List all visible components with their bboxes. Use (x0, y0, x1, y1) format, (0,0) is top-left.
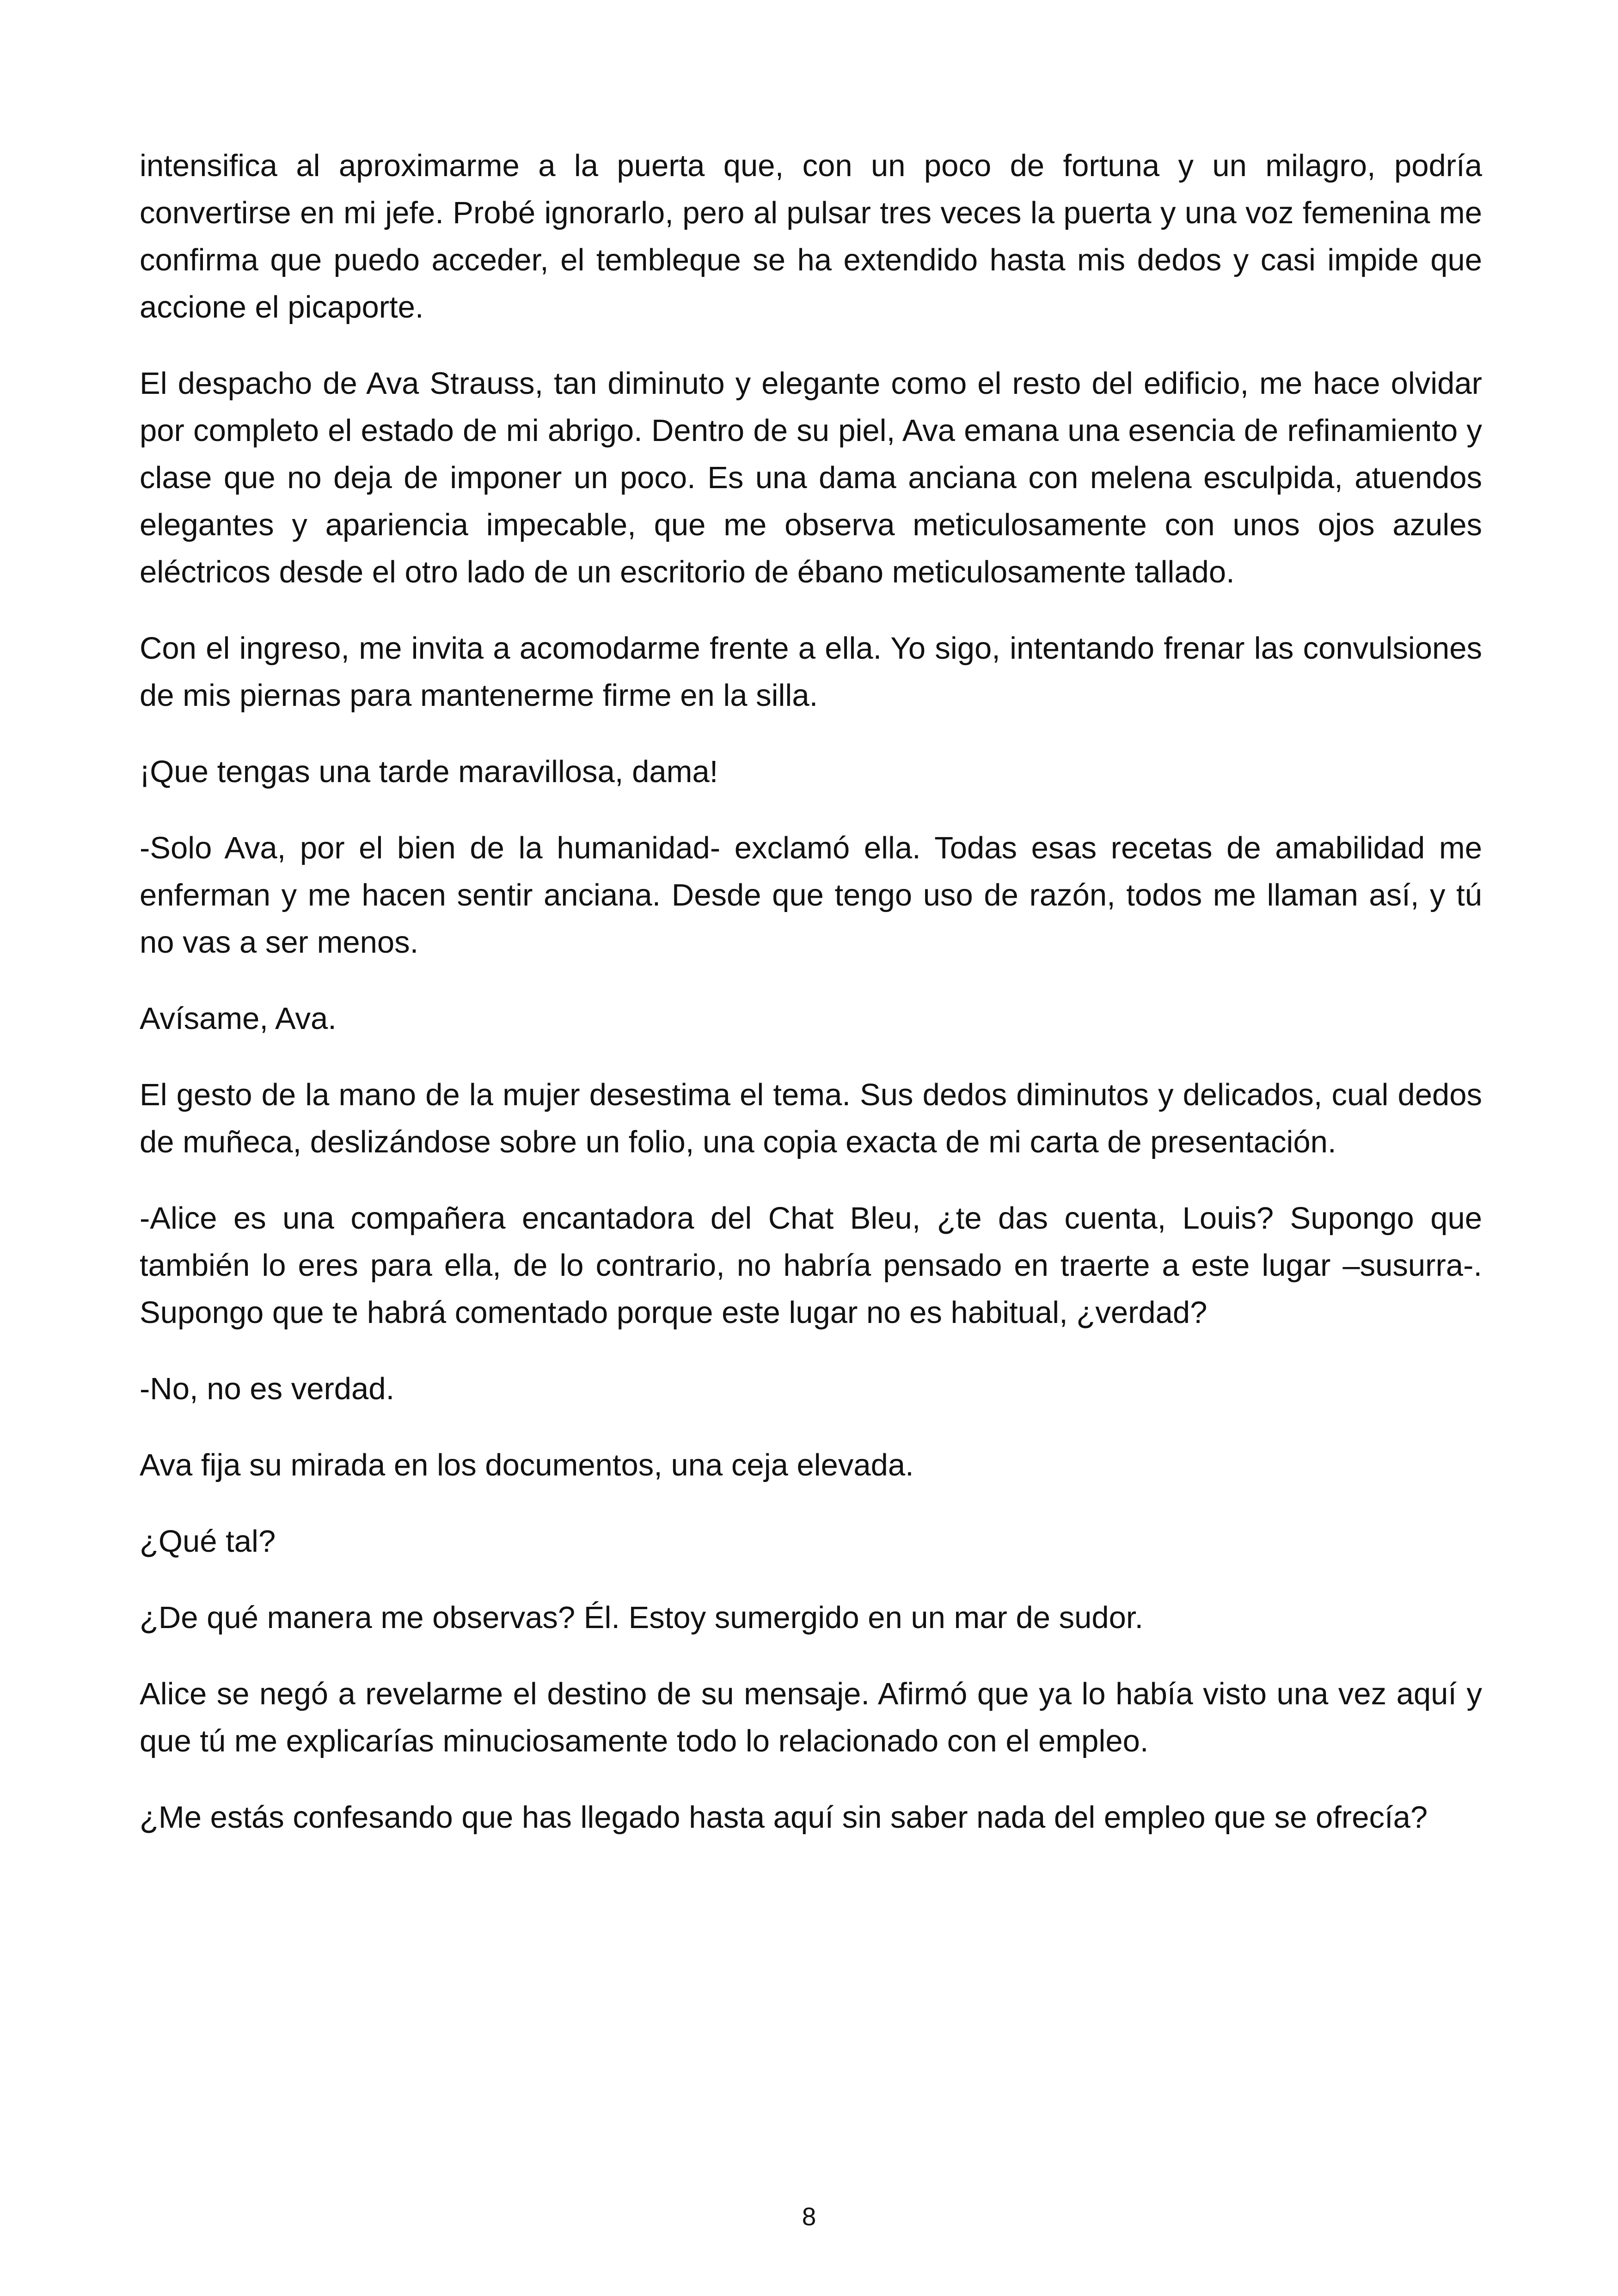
paragraph: -No, no es verdad. (140, 1371, 395, 1406)
page-number: 8 (802, 2202, 816, 2231)
paragraph: ¿Me estás confesando que has llegado hasta aquí sin saber nada del empleo que se ofrecía? (140, 1800, 1428, 1835)
paragraph: -Alice es una compañera encantadora del Chat Bleu, ¿te das cuenta, Louis? Supongo que también lo eres para ella, de lo contrario, no habría pensado en traerte a este lugar –susurra-. Supongo que te habrá comentado porque este lugar no es habitual, ¿verdad? (140, 1201, 1482, 1330)
paragraph: ¡Que tengas una tarde maravillosa, dama! (140, 754, 718, 789)
paragraph: Avísame, Ava. (140, 1001, 337, 1036)
paragraph: El gesto de la mano de la mujer desestima el tema. Sus dedos diminutos y delicados, cual dedos de muñeca, deslizándose sobre un folio, una copia exacta de mi carta de presentación. (140, 1078, 1482, 1159)
paragraph: El despacho de Ava Strauss, tan diminuto y elegante como el resto del edificio, me hace olvidar por completo el estado de mi abrigo. Dentro de su piel, Ava emana una esencia de refinamiento y clase que no deja de imponer un poco. Es una dama anciana con melena esculpida, atuendos elegantes y apariencia impecable, que me observa meticulosamente con unos ojos azules eléctricos desde el otro lado de un escritorio de ébano meticulosamente tallado. (140, 366, 1482, 589)
paragraph: Ava fija su mirada en los documentos, una ceja elevada. (140, 1448, 914, 1482)
paragraph: Alice se negó a revelarme el destino de su mensaje. Afirmó que ya lo había visto una vez aquí y que tú me explicarías minuciosamente todo lo relacionado con el empleo. (140, 1677, 1482, 1758)
paragraph: intensifica al aproximarme a la puerta que, con un poco de fortuna y un milagro, podría convertirse en mi jefe. Probé ignorarlo, pero al pulsar tres veces la puerta y una voz femenina me confirma que puedo acceder, el tembleque se ha extendido hasta mis dedos y casi impide que accione el picaporte. (140, 148, 1482, 325)
paragraph: ¿De qué manera me observas? Él. Estoy sumergido en un mar de sudor. (140, 1600, 1144, 1635)
page-text-body (140, 142, 1482, 1870)
paragraph: ¿Qué tal? (140, 1524, 276, 1559)
paragraph: Con el ingreso, me invita a acomodarme frente a ella. Yo sigo, intentando frenar las convulsiones de mis piernas para mantenerme firme en la silla. (140, 631, 1482, 713)
paragraph: -Solo Ava, por el bien de la humanidad- exclamó ella. Todas esas recetas de amabilidad me enferman y me hacen sentir anciana. Desde que tengo uso de razón, todos me llaman así, y tú no vas a ser menos. (140, 831, 1482, 960)
